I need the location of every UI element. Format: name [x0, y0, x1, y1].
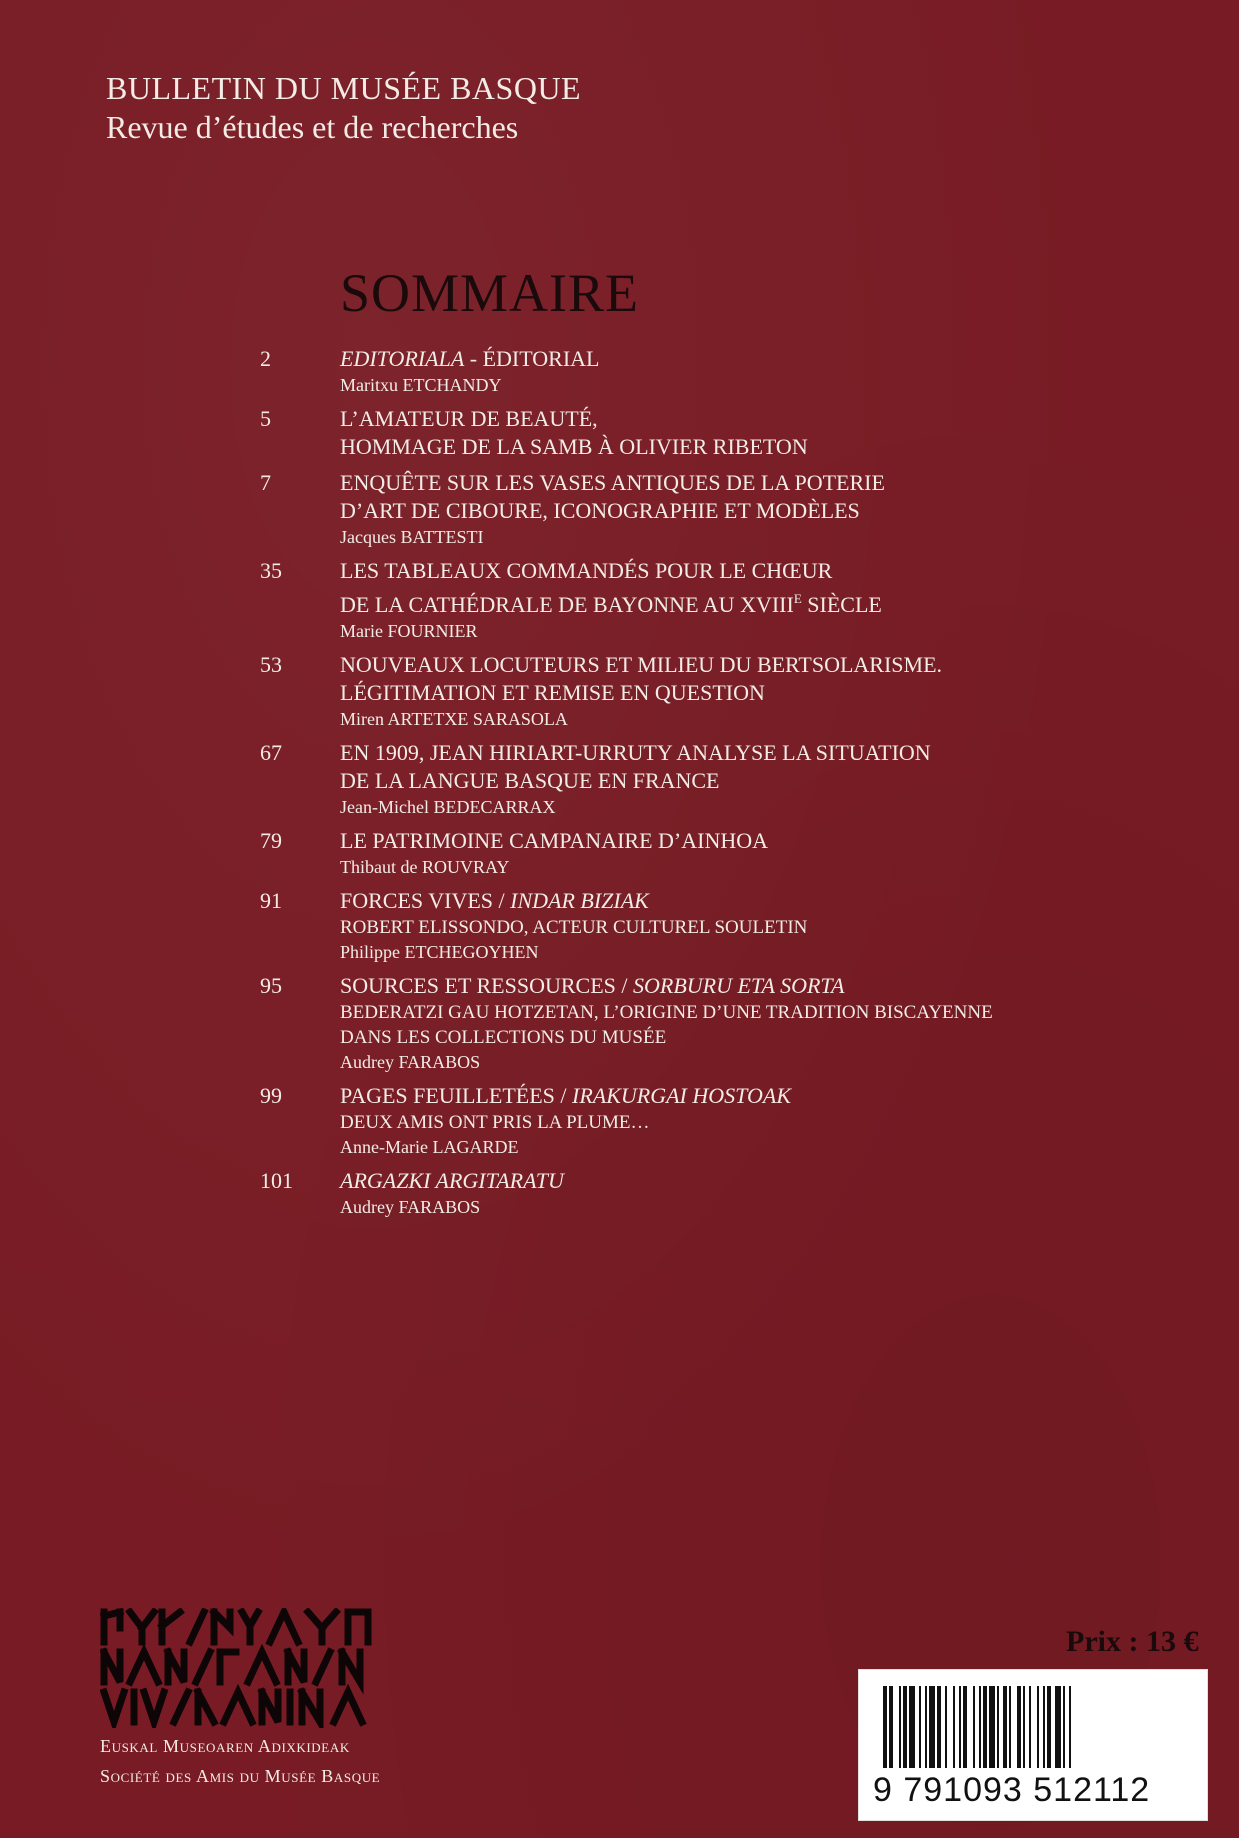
toc-page-number: 7 [260, 470, 271, 495]
barcode-icon [881, 1686, 1185, 1768]
barcode-bar [925, 1686, 927, 1768]
barcode-bar [883, 1686, 887, 1768]
toc-entry [0, 827, 1239, 879]
masthead [106, 68, 806, 146]
toc-title-rest: - ÉDITORIAL [464, 346, 600, 371]
toc-title-plain: FORCES VIVES / [340, 888, 511, 913]
toc-title [340, 1167, 1200, 1195]
toc-title-italic: SORBURU ETA SORTA [633, 973, 845, 998]
toc-subtitle: BEDERATZI GAU HOTZETAN, L’ORIGINE D’UNE TRADITION BISCAYENNE [340, 1002, 993, 1023]
toc-author: Jean-Michel BEDECARRAX [340, 797, 556, 817]
barcode-bar [1047, 1686, 1051, 1768]
toc-author: Thibaut de ROUVRAY [340, 857, 510, 877]
toc-title-line: DE LA LANGUE BASQUE EN FRANCE [340, 768, 720, 793]
barcode-bar [983, 1686, 987, 1768]
masthead-title: BULLETIN DU MUSÉE BASQUE [106, 70, 582, 106]
barcode-bar [997, 1686, 999, 1768]
toc-entry [0, 1082, 1239, 1159]
toc-author: Jacques BATTESTI [340, 527, 484, 547]
society-logo [100, 1608, 390, 1788]
toc-author: Miren ARTETXE SARASOLA [340, 709, 568, 729]
barcode [858, 1669, 1208, 1821]
toc-subtitle: ROBERT ELISSONDO, ACTEUR CULTUREL SOULETIN [340, 917, 808, 938]
barcode-bar [1037, 1686, 1039, 1768]
barcode-digits: 9 791093 512112 [873, 1771, 1151, 1809]
toc-page-number: 79 [260, 828, 282, 853]
barcode-bar [1017, 1686, 1021, 1768]
toc-page-number: 53 [260, 652, 282, 677]
toc-title-line: LÉGITIMATION ET REMISE EN QUESTION [340, 680, 765, 705]
toc-title-line: NOUVEAUX LOCUTEURS ET MILIEU DU BERTSOLARISME. [340, 652, 943, 677]
barcode-bar [973, 1686, 975, 1768]
toc-entry [0, 405, 1239, 461]
toc-entry [0, 739, 1239, 819]
toc-title [340, 345, 1200, 373]
barcode-bar [909, 1686, 915, 1768]
toc-author: Marie FOURNIER [340, 621, 478, 641]
toc-page-number: 91 [260, 888, 282, 913]
logo-caption-french: Société des Amis du Musée Basque [100, 1766, 381, 1786]
barcode-bar [919, 1686, 921, 1768]
barcode-bar [1029, 1686, 1031, 1768]
toc-page-number: 2 [260, 346, 271, 371]
barcode-bar [899, 1686, 901, 1768]
toc-page-number: 99 [260, 1083, 282, 1108]
toc-title [340, 972, 1200, 1000]
barcode-bar [929, 1686, 935, 1768]
barcode-bar [937, 1686, 941, 1768]
toc-entry [0, 651, 1239, 731]
toc-title-line [340, 585, 1200, 619]
toc-entry [0, 972, 1239, 1074]
barcode-bar [963, 1686, 967, 1768]
toc-title-italic: ARGAZKI ARGITARATU [340, 1168, 564, 1193]
toc-page-number: 5 [260, 406, 271, 431]
toc-page-number: 67 [260, 740, 282, 765]
barcode-bar [889, 1686, 893, 1768]
toc-title [340, 1082, 1200, 1110]
barcode-bar [945, 1686, 947, 1768]
toc-title-line: D’ART DE CIBOURE, ICONOGRAPHIE ET MODÈLES [340, 498, 860, 523]
barcode-bar [959, 1686, 961, 1768]
toc-title-line: LE PATRIMOINE CAMPANAIRE D’AINHOA [340, 828, 769, 853]
barcode-bar [1063, 1686, 1065, 1768]
barcode-bar [979, 1686, 981, 1768]
toc-author: Anne-Marie LAGARDE [340, 1137, 519, 1157]
logo-caption-basque: Euskal Museoaren Adixkideak [100, 1736, 350, 1756]
toc-title-line: LES TABLEAUX COMMANDÉS POUR LE CHŒUR [340, 558, 833, 583]
toc-entry [0, 887, 1239, 964]
toc-subtitle: DANS LES COLLECTIONS DU MUSÉE [340, 1027, 667, 1048]
table-of-contents [0, 345, 1239, 1227]
toc-page-number: 35 [260, 558, 282, 583]
toc-title-plain: PAGES FEUILLETÉES / [340, 1083, 573, 1108]
toc-title-superscript: E [793, 591, 802, 606]
toc-author: Maritxu ETCHANDY [340, 375, 502, 395]
toc-entry [0, 557, 1239, 643]
toc-title [340, 887, 1200, 915]
toc-author: Philippe ETCHEGOYHEN [340, 942, 539, 962]
toc-title-plain: SOURCES ET RESSOURCES / [340, 973, 634, 998]
barcode-bar [1003, 1686, 1007, 1768]
toc-title-italic: EDITORIALA [340, 346, 465, 371]
barcode-bar [1069, 1686, 1071, 1768]
toc-author: Audrey FARABOS [340, 1197, 481, 1217]
toc-title-line-end: SIÈCLE [801, 592, 882, 617]
barcode-bar [903, 1686, 907, 1768]
toc-title-italic: IRAKURGAI HOSTOAK [572, 1083, 791, 1108]
basque-glyph-logo-icon [100, 1608, 382, 1728]
toc-title-italic: INDAR BIZIAK [510, 888, 649, 913]
barcode-bar [1055, 1686, 1061, 1768]
sommaire-heading: SOMMAIRE [340, 263, 640, 323]
barcode-bar [1043, 1686, 1045, 1768]
toc-page-number: 95 [260, 973, 282, 998]
toc-subtitle: DEUX AMIS ONT PRIS LA PLUME… [340, 1112, 650, 1133]
toc-page-number: 101 [260, 1168, 293, 1193]
toc-author: Audrey FARABOS [340, 1052, 481, 1072]
masthead-subtitle: Revue d’études et de recherches [106, 109, 519, 145]
barcode-bar [989, 1686, 995, 1768]
price-label: Prix : 13 € [1066, 1625, 1199, 1658]
toc-title-line-text: DE LA CATHÉDRALE DE BAYONNE AU XVIII [340, 592, 794, 617]
toc-entry [0, 469, 1239, 549]
barcode-bar [1009, 1686, 1011, 1768]
toc-title-line: EN 1909, JEAN HIRIART-URRUTY ANALYSE LA SITUATION [340, 740, 931, 765]
toc-title-line: HOMMAGE DE LA SAMB À OLIVIER RIBETON [340, 434, 808, 459]
barcode-bar [1023, 1686, 1025, 1768]
toc-title-line: ENQUÊTE SUR LES VASES ANTIQUES DE LA POTERIE [340, 470, 885, 495]
barcode-bar [953, 1686, 955, 1768]
toc-title-line: L’AMATEUR DE BEAUTÉ, [340, 406, 598, 431]
toc-entry [0, 1167, 1239, 1219]
toc-entry [0, 345, 1239, 397]
